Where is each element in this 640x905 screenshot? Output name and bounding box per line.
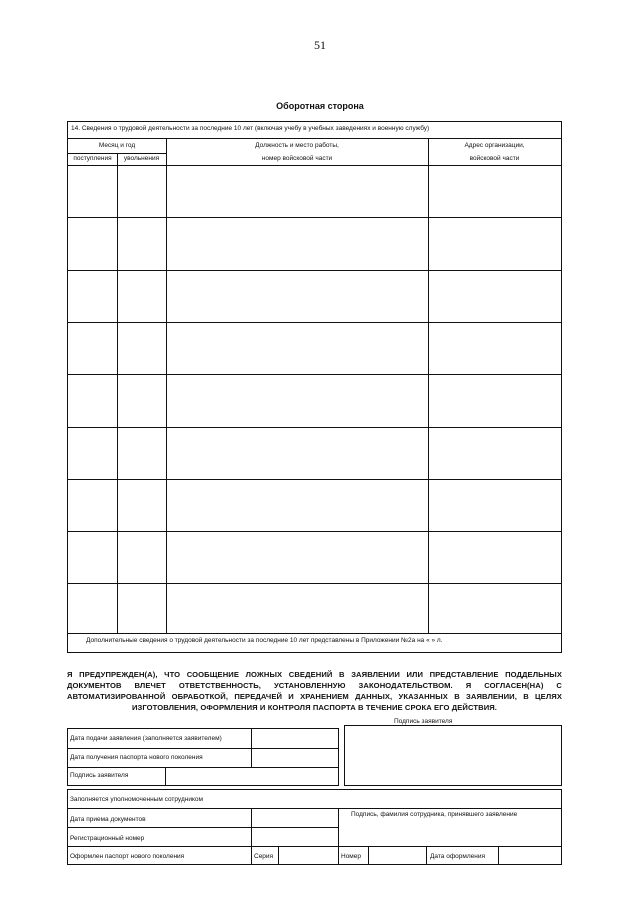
applicant-block <box>67 728 339 786</box>
table-rule <box>68 633 561 634</box>
table-rule <box>68 427 561 428</box>
signature-label: Подпись заявителя <box>70 772 129 779</box>
table-rule <box>166 138 167 633</box>
col-position-line2: номер войсковой части <box>261 155 333 162</box>
table-rule <box>368 846 369 864</box>
table-rule <box>338 808 339 864</box>
table-rule <box>278 846 279 864</box>
table-rule <box>68 165 561 166</box>
table-rule <box>68 827 338 828</box>
table-rule <box>68 846 561 847</box>
table-rule <box>68 322 561 323</box>
col-month-year: Месяц и год <box>98 142 136 149</box>
section14-title: 14. Сведения о трудовой деятельности за последние 10 лет (включая учебу в учебных заведениях и военную службу) <box>71 125 430 132</box>
table-rule <box>117 153 118 633</box>
table-rule <box>68 767 338 768</box>
section14-footer: Дополнительные сведения о трудовой деятельности за последние 10 лет представлены в Приложении №2а на « » л. <box>86 637 443 644</box>
officer-signature-label: Подпись, фамилия сотрудника, принявшего заявление <box>351 811 518 818</box>
table-rule <box>251 729 252 767</box>
table-rule <box>68 479 561 480</box>
col-position-line1: Должность и место работы, <box>255 142 339 149</box>
officer-header: Заполняется уполномоченным сотрудником <box>70 796 203 803</box>
table-rule <box>165 767 166 785</box>
receive-date-label: Дата получения паспорта нового поколения <box>70 754 203 761</box>
table-rule <box>68 748 338 749</box>
page-number: 51 <box>314 38 326 52</box>
col-address-line1: Адрес организации, <box>464 142 525 149</box>
series-label: Серия <box>254 853 274 860</box>
side-title: Оборотная сторона <box>276 101 364 111</box>
table-rule <box>68 374 561 375</box>
liability-warning: Я ПРЕДУПРЕЖДЕН(А), ЧТО СООБЩЕНИЕ ЛОЖНЫХ СВЕДЕНИЙ В ЗАЯВЛЕНИИ ИЛИ ПРЕДСТАВЛЕНИЕ ПОДДЕЛЬНЫХ ДОКУМЕНТОВ ВЛЕЧЕТ ОТВЕТСТВЕННОСТЬ, УСТАНОВЛЕННУЮ ЗАКОНОДАТЕЛЬСТВОМ. Я СОГЛАСЕН(НА) С АВТОМАТИЗИРОВАННОЙ ОБРАБОТКОЙ, ПЕРЕДАЧЕЙ И ХРАНЕНИЕМ ДАННЫХ, УКАЗАННЫХ В ЗАЯВЛЕНИИ, В ЦЕЛЯХ ИЗГОТОВЛЕНИЯ, ОФОРМЛЕНИЯ И КОНТРОЛЯ ПАСПОРТА В ТЕЧЕНИЕ СРОКА ЕГО ДЕЙСТВИЯ. <box>67 670 562 712</box>
col-end: увольнения <box>123 155 160 162</box>
submit-date-label: Дата подачи заявления (заполняется заявителем) <box>70 735 222 742</box>
table-rule <box>498 846 499 864</box>
table-rule <box>68 583 561 584</box>
accept-date-label: Дата приема документов <box>70 816 146 823</box>
number-label: Номер <box>341 853 362 860</box>
table-rule <box>68 138 561 139</box>
applicant-signature-box[interactable] <box>344 725 562 786</box>
table-rule <box>68 270 561 271</box>
col-address-line2: войсковой части <box>469 155 520 162</box>
issue-date-label: Дата оформления <box>430 853 486 860</box>
table-rule <box>68 531 561 532</box>
table-rule <box>68 808 561 809</box>
reg-number-label: Регистрационный номер <box>70 835 145 842</box>
table-rule <box>426 846 427 864</box>
table-rule <box>251 808 252 864</box>
issued-passport-label: Оформлен паспорт нового поколения <box>70 853 185 860</box>
applicant-signature-caption: Подпись заявителя <box>394 718 453 725</box>
col-start: поступления <box>73 155 112 162</box>
table-rule <box>428 138 429 633</box>
officer-block <box>67 789 562 865</box>
table-rule <box>68 217 561 218</box>
employment-history-table <box>67 121 562 653</box>
